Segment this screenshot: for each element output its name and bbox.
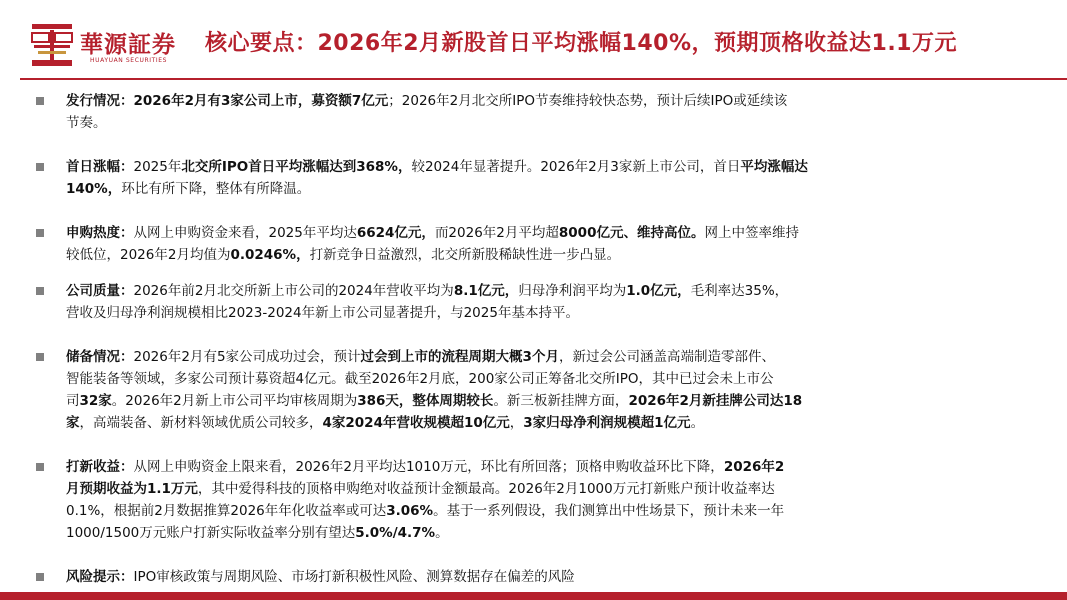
key-point-line (66, 522, 784, 544)
body-text: 营收及归母净利润规模相比2023-2024年新上市公司显著提升，与2025年基本持平。 (66, 305, 579, 321)
key-point-line (66, 178, 808, 200)
highlighted-text: 募资额7亿元 (311, 93, 389, 109)
body-text: 2025年 (133, 159, 182, 175)
highlighted-text: 0.0246%， (230, 247, 310, 263)
key-point-line (66, 368, 802, 390)
footer-bar (0, 592, 1067, 600)
highlighted-text: 1.0亿元， (626, 283, 691, 299)
body-text: ，新过会公司涵盖高端制造零部件、 (558, 349, 775, 365)
highlighted-text: 月预期收益为1.1万元 (66, 481, 198, 497)
square-bullet-icon (36, 287, 44, 295)
body-text: 网上中签率维持 (704, 225, 799, 241)
key-point-line (66, 456, 784, 478)
highlighted-text: 2026年2月有3家公司上市， (133, 93, 312, 109)
brand-name-english: HUAYUAN SECURITIES (90, 57, 168, 64)
key-point-item (36, 222, 799, 266)
body-text: 。2026年2月新上市公司平均审核周期为 (111, 393, 358, 409)
brand-name: 華源証券 (80, 31, 176, 58)
body-text: 。基于一系列假设，我们测算出中性场景下，预计未来一年 (433, 503, 785, 519)
body-text: ， (509, 415, 524, 431)
highlighted-text: 386天，整体周期较长 (357, 393, 494, 409)
key-point-line (66, 478, 784, 500)
body-text: 而2026年2月平均超 (434, 225, 559, 241)
highlighted-text: 8000亿元、维持高位。 (558, 225, 705, 241)
huayuan-logo-icon (30, 22, 74, 68)
key-point-line (66, 244, 799, 266)
body-text: 0.1%，根据前2月数据推算2026年年化收益率或可达 (66, 503, 387, 519)
highlighted-text: 公司质量： (66, 283, 134, 299)
key-point-item (36, 280, 788, 324)
body-text: ，高端装备、新材料领域优质公司较多， (79, 415, 323, 431)
highlighted-text: 6624亿元， (356, 225, 435, 241)
highlighted-text: 3.06% (386, 503, 434, 519)
body-text: 打新竞争日益激烈，北交所新股稀缺性进一步凸显。 (309, 247, 621, 263)
body-text: 2026年前2月北交所新上市公司的2024年营收平均为 (133, 283, 454, 299)
body-text: 从网上申购资金上限来看，2026年2月平均达1010万元，环比有所回落；顶格申购收益环比下降， (133, 459, 724, 475)
header-divider (20, 78, 1067, 80)
highlighted-text: 北交所IPO首日平均涨幅达到368%， (181, 159, 412, 175)
body-text: 毛利率达35%， (690, 283, 789, 299)
body-text: IPO审核政策与周期风险、市场打新积极性风险、测算数据存在偏差的风险 (133, 569, 575, 585)
highlighted-text: 过会到上市的流程周期大概3个月 (360, 349, 559, 365)
body-text: ，其中爱得科技的顶格申购绝对收益预计金额最高。2026年2月1000万元打新账户预计收益率达 (197, 481, 775, 497)
body-text: 节奏。 (66, 115, 107, 131)
highlighted-text: 32家 (79, 393, 112, 409)
highlighted-text: 平均涨幅达 (740, 159, 808, 175)
square-bullet-icon (36, 163, 44, 171)
body-text: 1000/1500万元账户打新实际收益率分别有望达 (66, 525, 356, 541)
highlighted-text: 5.0%/4.7% (355, 525, 436, 541)
body-text: 较2024年显著提升。2026年2月3家新上市公司，首日 (411, 159, 741, 175)
key-point-item (36, 566, 575, 588)
body-text: 2026年2月有5家公司成功过会，预计 (133, 349, 361, 365)
highlighted-text: 打新收益： (66, 459, 134, 475)
key-point-item (36, 346, 802, 434)
highlighted-text: 2026年2月新挂牌公司达18 (628, 393, 803, 409)
key-point-item (36, 90, 787, 134)
highlighted-text: 申购热度： (66, 225, 134, 241)
key-point-line (66, 566, 575, 588)
body-text: 。 (690, 415, 705, 431)
highlighted-text: 首日涨幅： (66, 159, 134, 175)
square-bullet-icon (36, 229, 44, 237)
body-text: 归母净利润平均为 (518, 283, 627, 299)
key-point-line (66, 500, 784, 522)
body-text: 智能装备等领域，多家公司预计募资超4亿元。截至2026年2月底，200家公司正筹备北交所IPO，其中已过会未上市公 (66, 371, 774, 387)
highlighted-text: 4家2024年营收规模超10亿元 (322, 415, 510, 431)
body-text: 。 (435, 525, 449, 541)
key-point-line (66, 412, 802, 434)
body-text: 环比有所下降，整体有所降温。 (121, 181, 311, 197)
key-point-line (66, 112, 787, 134)
square-bullet-icon (36, 97, 44, 105)
slide-header (0, 0, 1067, 82)
square-bullet-icon (36, 573, 44, 581)
highlighted-text: 风险提示： (66, 569, 134, 585)
key-point-line (66, 156, 808, 178)
highlighted-text: 家 (66, 415, 80, 431)
highlighted-text: 发行情况： (66, 93, 134, 109)
square-bullet-icon (36, 463, 44, 471)
body-text: 较低位，2026年2月均值为 (66, 247, 231, 263)
key-point-line (66, 280, 788, 302)
highlighted-text: 140%， (66, 181, 122, 197)
key-point-line (66, 346, 802, 368)
key-point-item (36, 156, 808, 200)
body-text: 。新三板新挂牌方面， (493, 393, 629, 409)
key-point-line (66, 90, 787, 112)
key-point-line (66, 222, 799, 244)
key-point-line (66, 390, 802, 412)
slide-title: 核心要点：2026年2月新股首日平均涨幅140%，预期顶格收益达1.1万元 (205, 31, 957, 56)
body-text: ；2026年2月北交所IPO节奏维持较快态势，预计后续IPO或延续该 (388, 93, 788, 109)
key-point-line (66, 302, 788, 324)
highlighted-text: 3家归母净利润规模超1亿元 (523, 415, 691, 431)
body-text: 司 (66, 393, 80, 409)
square-bullet-icon (36, 353, 44, 361)
body-text: 从网上申购资金来看，2025年平均达 (133, 225, 357, 241)
highlighted-text: 2026年2 (723, 459, 785, 475)
highlighted-text: 8.1亿元， (453, 283, 519, 299)
highlighted-text: 储备情况： (66, 349, 134, 365)
key-point-item (36, 456, 784, 544)
